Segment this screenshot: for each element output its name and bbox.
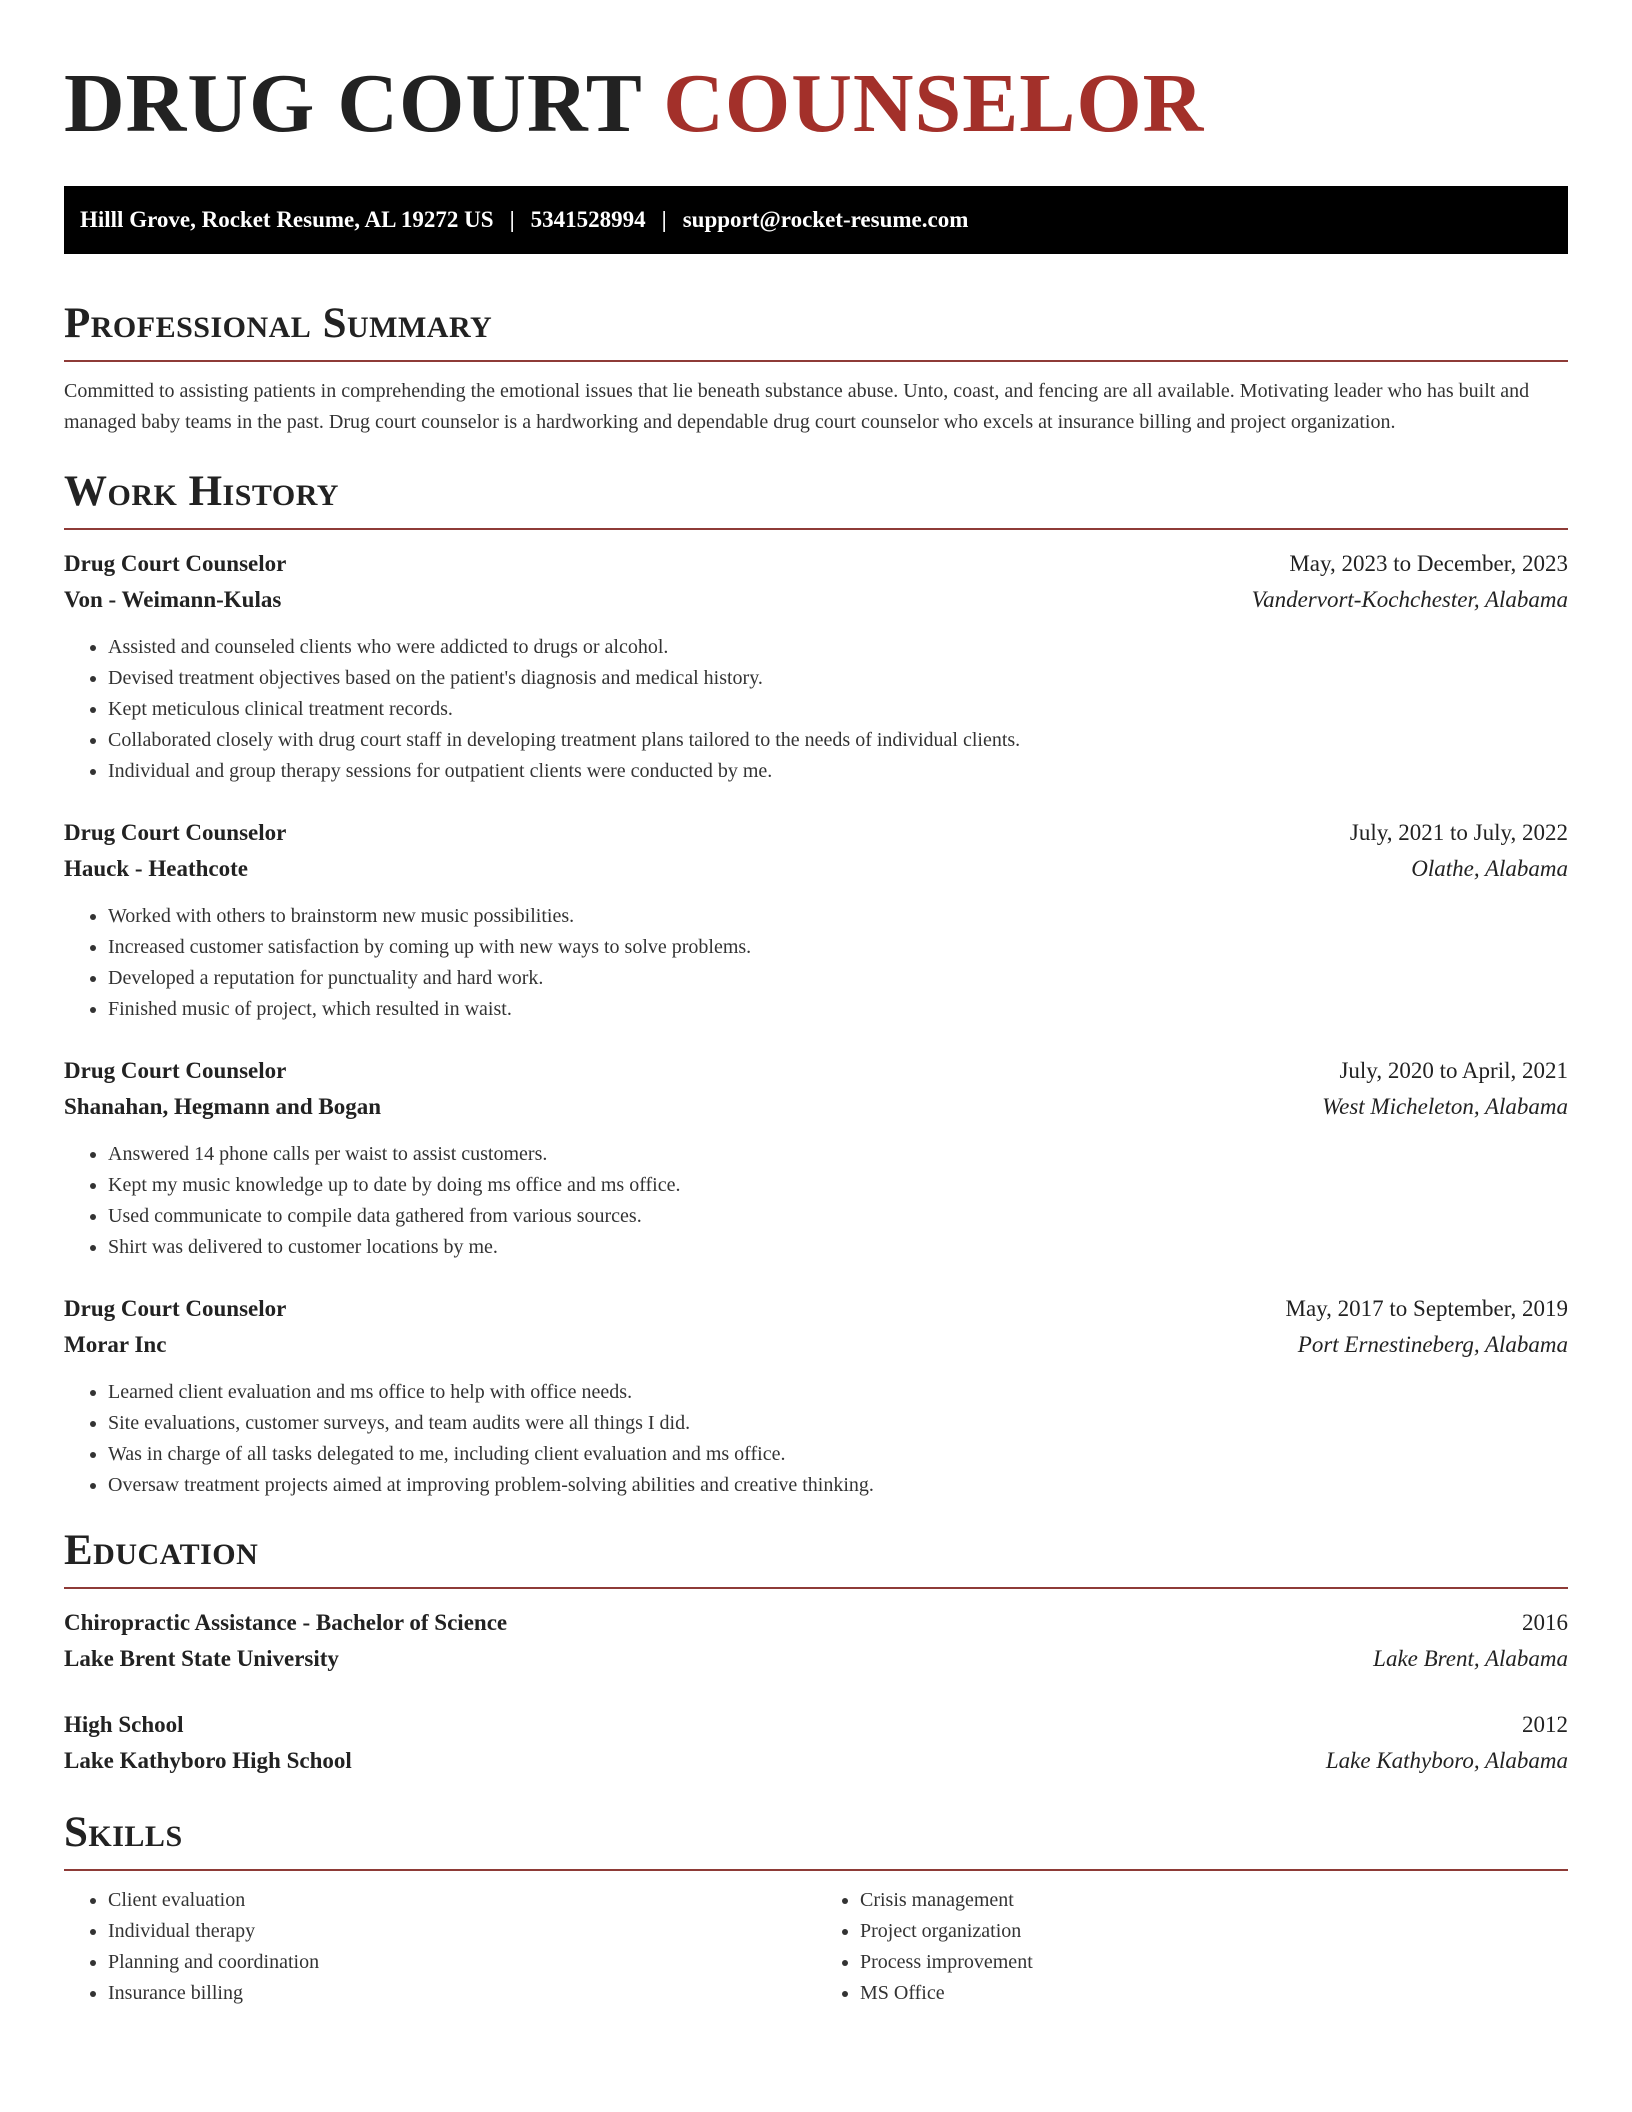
entry-header-row	[64, 1053, 1568, 1089]
entry-subheader-row	[64, 1743, 1568, 1779]
section-title-summary: Professional Summary	[64, 300, 493, 347]
section-divider	[64, 1869, 1568, 1871]
job-company: Hauck - Heathcote	[64, 856, 248, 881]
education-section	[64, 1525, 1568, 1779]
section-title-skills: Skills	[64, 1809, 183, 1856]
education-entry	[64, 1707, 1568, 1779]
entry-subheader-row	[64, 1089, 1568, 1125]
bullet-item: • Was in charge of all tasks delegated to me, including client evaluation and ms office.	[108, 1439, 1568, 1470]
entry-header-row	[64, 815, 1568, 851]
entry-header-row	[64, 1605, 1568, 1641]
job-location: Vandervort-Kochchester, Alabama	[1251, 587, 1568, 612]
bullet-item: • Kept meticulous clinical treatment records.	[108, 694, 1568, 725]
resume-name	[64, 56, 1568, 152]
job-title: Drug Court Counselor	[64, 820, 287, 845]
contact-separator: |	[509, 207, 515, 232]
contact-separator: |	[661, 207, 667, 232]
skill-item: • Planning and coordination	[108, 1947, 816, 1978]
bullet-item: • Answered 14 phone calls per waist to assist customers.	[108, 1139, 1568, 1170]
entry-subheader-row	[64, 851, 1568, 887]
bullet-item: • Kept my music knowledge up to date by doing ms office and ms office.	[108, 1170, 1568, 1201]
section-divider	[64, 360, 1568, 362]
entry-header-row	[64, 1707, 1568, 1743]
bullet-item: • Devised treatment objectives based on the patient's diagnosis and medical history.	[108, 663, 1568, 694]
skills-list-left	[64, 1885, 816, 2009]
work-entry	[64, 1053, 1568, 1263]
skills-columns	[64, 1885, 1568, 2009]
contact-phone: 5341528994	[530, 207, 646, 232]
job-dates: July, 2020 to April, 2021	[1339, 1058, 1568, 1083]
education-location: Lake Brent, Alabama	[1373, 1646, 1568, 1671]
summary-text: Committed to assisting patients in comprehending the emotional issues that lie beneath substance abuse. Unto, coast, and fencing are all available. Motivating leader who has built and managed baby teams in the past. Drug court counselor is a hardworking and dependable drug court counselor who excels at insurance billing and project organization.	[64, 380, 1530, 433]
section-divider	[64, 1587, 1568, 1589]
education-entry	[64, 1605, 1568, 1677]
education-school: Lake Kathyboro High School	[64, 1748, 352, 1773]
bullet-item: • Site evaluations, customer surveys, and team audits were all things I did.	[108, 1408, 1568, 1439]
job-dates: May, 2017 to September, 2019	[1285, 1296, 1568, 1321]
name-last: COUNSELOR	[663, 57, 1205, 150]
education-year: 2016	[1522, 1610, 1568, 1635]
bullet-item: • Worked with others to brainstorm new music possibilities.	[108, 901, 1568, 932]
education-degree: High School	[64, 1712, 184, 1737]
skills-section	[64, 1807, 1568, 2009]
job-dates: July, 2021 to July, 2022	[1349, 820, 1568, 845]
section-divider	[64, 528, 1568, 530]
education-degree: Chiropractic Assistance - Bachelor of Science	[64, 1610, 508, 1635]
skill-item: • Project organization	[860, 1916, 1568, 1947]
skill-item: • MS Office	[860, 1978, 1568, 2009]
skill-item: • Client evaluation	[108, 1885, 816, 1916]
entry-header-row	[64, 1291, 1568, 1327]
job-title: Drug Court Counselor	[64, 1296, 287, 1321]
job-company: Morar Inc	[64, 1332, 167, 1357]
bullet-item: • Increased customer satisfaction by coming up with new ways to solve problems.	[108, 932, 1568, 963]
section-title-education: Education	[64, 1527, 259, 1574]
skill-item: • Individual therapy	[108, 1916, 816, 1947]
skill-item: • Insurance billing	[108, 1978, 816, 2009]
education-year: 2012	[1522, 1712, 1568, 1737]
bullet-item: • Shirt was delivered to customer locations by me.	[108, 1232, 1568, 1263]
section-title-work: Work History	[64, 468, 339, 515]
job-location: West Micheleton, Alabama	[1322, 1094, 1568, 1119]
bullet-item: • Oversaw treatment projects aimed at improving problem-solving abilities and creative thinking.	[108, 1470, 1568, 1501]
job-bullets	[64, 632, 1568, 787]
job-title: Drug Court Counselor	[64, 551, 287, 576]
job-bullets	[64, 901, 1568, 1025]
contact-email: support@rocket-resume.com	[682, 207, 969, 232]
work-entry	[64, 815, 1568, 1025]
job-dates: May, 2023 to December, 2023	[1289, 551, 1568, 576]
name-first: DRUG COURT	[64, 57, 642, 150]
bullet-item: • Individual and group therapy sessions for outpatient clients were conducted by me.	[108, 756, 1568, 787]
job-company: Von - Weimann-Kulas	[64, 587, 282, 612]
job-location: Port Ernestineberg, Alabama	[1297, 1332, 1568, 1357]
contact-address: Hilll Grove, Rocket Resume, AL 19272 US	[80, 207, 494, 232]
work-section	[64, 466, 1568, 1501]
job-bullets	[64, 1377, 1568, 1501]
entry-subheader-row	[64, 1327, 1568, 1363]
job-title: Drug Court Counselor	[64, 1058, 287, 1083]
job-location: Olathe, Alabama	[1411, 856, 1568, 881]
education-school: Lake Brent State University	[64, 1646, 339, 1671]
bullet-item: • Used communicate to compile data gathered from various sources.	[108, 1201, 1568, 1232]
bullet-item: • Learned client evaluation and ms office to help with office needs.	[108, 1377, 1568, 1408]
bullet-item: • Assisted and counseled clients who were addicted to drugs or alcohol.	[108, 632, 1568, 663]
skill-item: • Crisis management	[860, 1885, 1568, 1916]
bullet-item: • Collaborated closely with drug court staff in developing treatment plans tailored to the needs of individual clients.	[108, 725, 1568, 756]
work-entry	[64, 546, 1568, 787]
job-company: Shanahan, Hegmann and Bogan	[64, 1094, 382, 1119]
bullet-item: • Developed a reputation for punctuality and hard work.	[108, 963, 1568, 994]
work-entry	[64, 1291, 1568, 1501]
entry-subheader-row	[64, 582, 1568, 618]
summary-section	[64, 298, 1568, 438]
entry-subheader-row	[64, 1641, 1568, 1677]
skills-list-right	[816, 1885, 1568, 2009]
bullet-item: • Finished music of project, which resulted in waist.	[108, 994, 1568, 1025]
contact-bar	[64, 186, 1568, 254]
entry-header-row	[64, 546, 1568, 582]
skill-item: • Process improvement	[860, 1947, 1568, 1978]
job-bullets	[64, 1139, 1568, 1263]
education-location: Lake Kathyboro, Alabama	[1325, 1748, 1568, 1773]
